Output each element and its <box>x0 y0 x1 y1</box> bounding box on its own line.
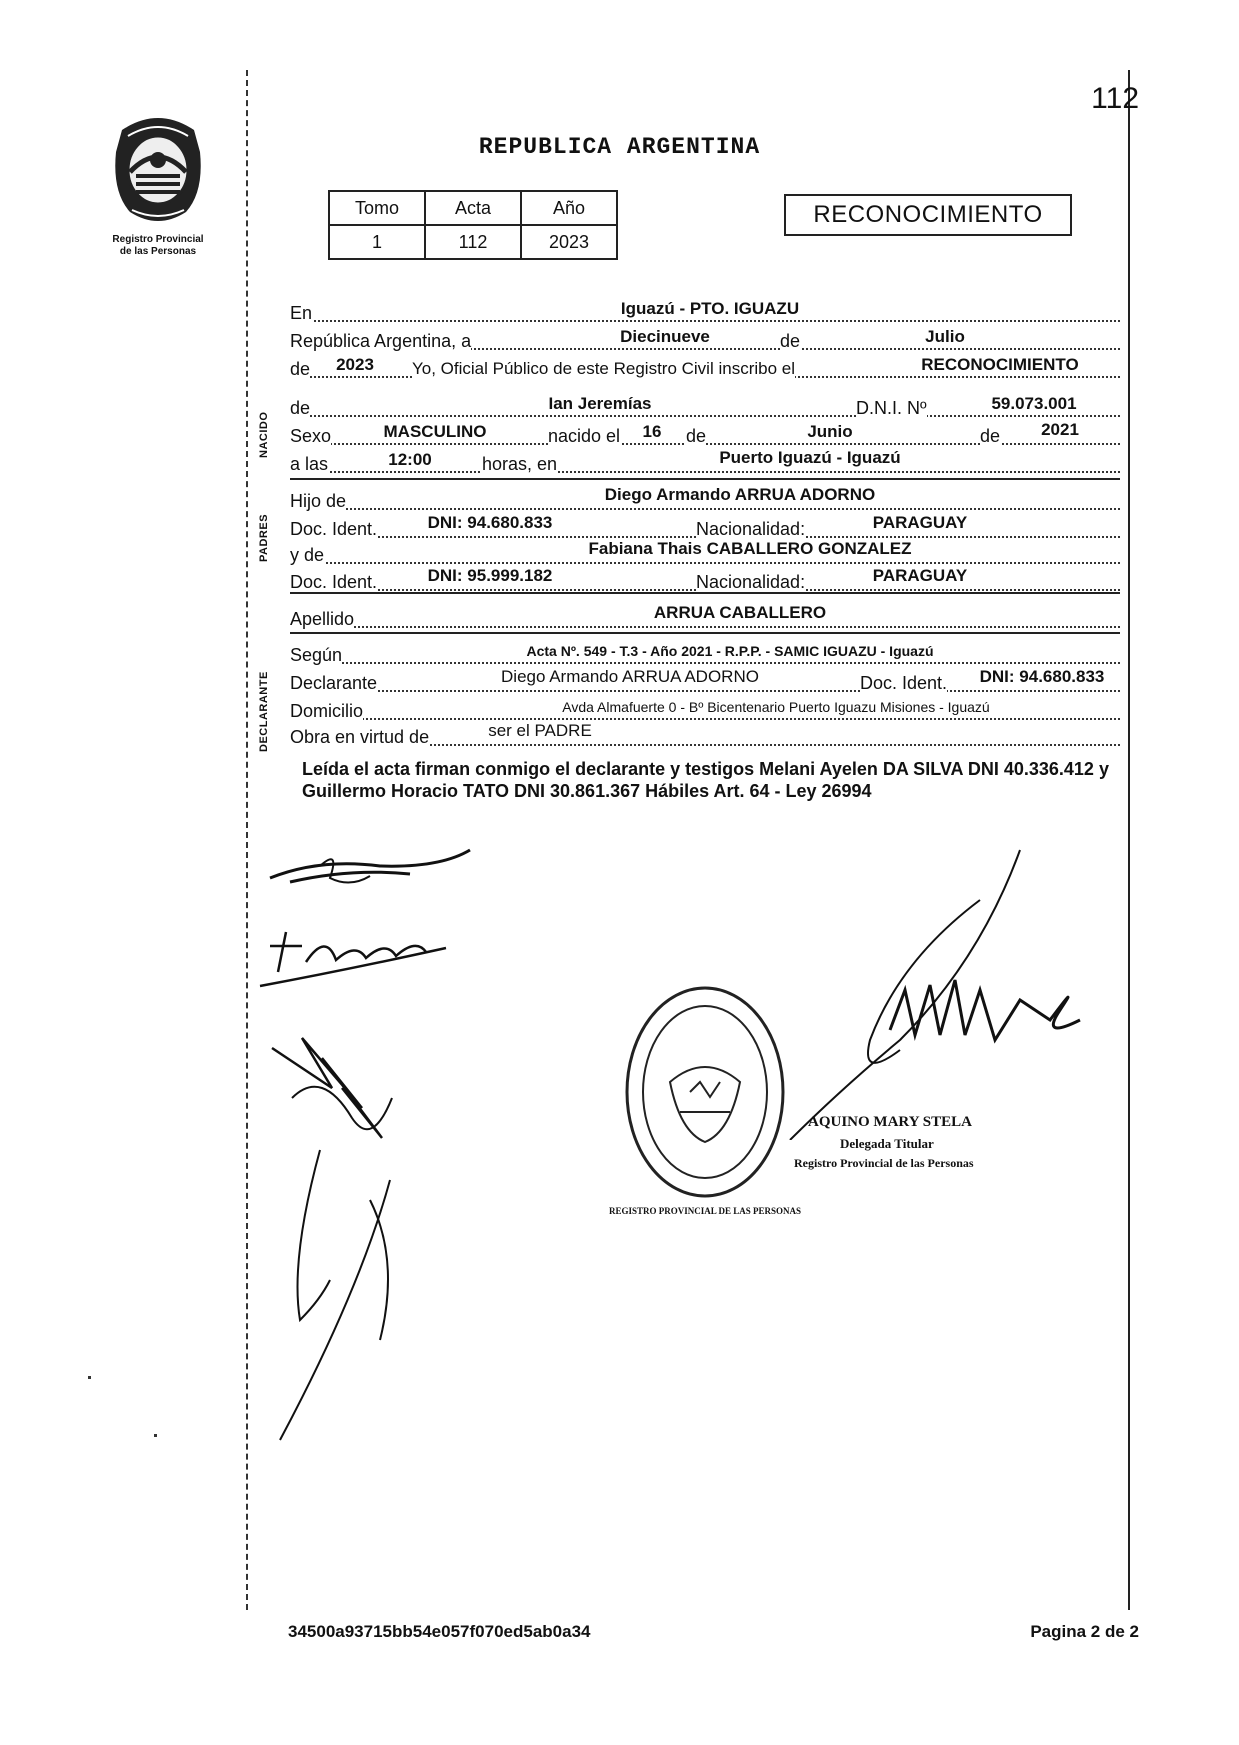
doc-ident-label: Doc. Ident. <box>290 569 377 595</box>
left-margin-line <box>246 70 248 1610</box>
sexo-value: MASCULINO <box>383 422 487 441</box>
signature-2-icon <box>256 912 456 992</box>
record-table-header: Tomo <box>329 191 425 225</box>
logo-caption <box>88 234 228 258</box>
surname-value: ARRUA CABALLERO <box>653 603 827 622</box>
mother-nationality: PARAGUAY <box>872 566 968 585</box>
birth-place: Puerto Iguazú - Iguazú <box>719 448 901 467</box>
segun-value: Acta Nº. 549 - T.3 - Año 2021 - R.P.P. - SAMIC IGUAZU - Iguazú <box>526 643 934 659</box>
record-table-value: 112 <box>425 225 521 259</box>
side-label-nacido: NACIDO <box>258 411 270 458</box>
closing-paragraph: Leída el acta firman conmigo el declarante y testigos Melani Ayelen DA SILVA DNI 40.336.412 y Guillermo Horacio TATO DNI 30.861.367 Hábiles Art. 64 - Ley 26994 <box>302 759 1109 801</box>
logo-caption-line1: Registro Provincial <box>112 234 204 245</box>
domicilio-value: Avda Almafuerte 0 - Bº Bicentenario Puerto Iguazu Misiones - Iguazú <box>562 699 990 715</box>
inscribe-value: RECONOCIMIENTO <box>921 355 1079 374</box>
document-hash: 34500a93715bb54e057f070ed5ab0a34 <box>288 1622 591 1641</box>
birth-de2-label: de <box>980 423 1000 449</box>
segun-label: Según <box>290 642 342 668</box>
official-seal-icon <box>620 982 790 1202</box>
year-prefix-label: de <box>290 356 310 382</box>
obra-label: Obra en virtud de <box>290 724 429 750</box>
official-name: AQUINO MARY STELA <box>808 1114 972 1130</box>
nacido-de-label: de <box>290 395 310 421</box>
decl-doc-label: Doc. Ident. <box>860 670 947 696</box>
record-table-value: 1 <box>329 225 425 259</box>
scan-speck <box>154 1434 157 1437</box>
declarante-label: Declarante <box>290 670 377 696</box>
birth-time: 12:00 <box>388 450 432 469</box>
nacido-el-label: nacido el <box>548 423 620 449</box>
de-label: de <box>780 328 800 354</box>
republica-label: República Argentina, a <box>290 328 471 354</box>
mother-doc: DNI: 95.999.182 <box>427 566 553 585</box>
record-table-value-row <box>329 225 617 259</box>
scan-speck <box>88 1376 91 1379</box>
right-margin-line <box>1128 70 1130 1610</box>
hijo-de-label: Hijo de <box>290 488 346 514</box>
section-divider <box>290 592 1120 594</box>
signature-1-icon <box>260 838 480 898</box>
birth-year: 2021 <box>1041 420 1079 439</box>
page-title: REPUBLICA ARGENTINA <box>478 134 761 160</box>
day-value: Diecinueve <box>620 327 710 346</box>
signature-3-icon <box>262 1028 422 1158</box>
sexo-label: Sexo <box>290 423 331 449</box>
side-label-declarante: DECLARANTE <box>258 671 270 752</box>
page-number: 112 <box>1091 82 1139 115</box>
record-table <box>328 190 618 260</box>
nacionalidad-label: Nacionalidad: <box>696 516 805 542</box>
birth-month: Junio <box>807 422 853 441</box>
dni-label: D.N.I. Nº <box>856 395 927 421</box>
birth-de-label: de <box>686 423 706 449</box>
mother-name: Fabiana Thais CABALLERO GONZALEZ <box>588 539 912 558</box>
official-signature-icon <box>780 840 1100 1140</box>
record-table-value: 2023 <box>521 225 617 259</box>
section-divider <box>290 632 1120 634</box>
y-de-label: y de <box>290 542 324 568</box>
misiones-emblem-icon <box>108 112 208 228</box>
record-table-header-row <box>329 191 617 225</box>
horas-en-label: horas, en <box>482 451 557 477</box>
month-value: Julio <box>925 327 965 346</box>
section-divider <box>290 478 1120 480</box>
yo-text: Yo, Oficial Público de este Registro Civil inscribo el <box>412 356 795 382</box>
province-logo <box>108 112 208 228</box>
page-indicator: Pagina 2 de 2 <box>1030 1622 1139 1641</box>
logo-caption-line2: de las Personas <box>119 246 197 257</box>
child-name: Ian Jeremías <box>548 394 652 413</box>
official-role: Delegada Titular <box>840 1136 934 1151</box>
nacionalidad-label: Nacionalidad: <box>696 569 805 595</box>
child-dni: 59.073.001 <box>991 394 1077 413</box>
father-nationality: PARAGUAY <box>872 513 968 532</box>
doc-ident-label: Doc. Ident. <box>290 516 377 542</box>
record-table-header: Año <box>521 191 617 225</box>
obra-value: ser el PADRE <box>488 721 592 740</box>
apellido-label: Apellido <box>290 606 354 632</box>
father-doc: DNI: 94.680.833 <box>427 513 553 532</box>
declarante-doc: DNI: 94.680.833 <box>979 667 1105 686</box>
en-label: En <box>290 300 312 326</box>
signature-4-icon <box>260 1140 440 1450</box>
side-label-padres: PADRES <box>258 513 270 562</box>
record-type-badge: RECONOCIMIENTO <box>784 194 1072 236</box>
year-value: 2023 <box>336 355 374 374</box>
domicilio-label: Domicilio <box>290 698 363 724</box>
official-office: Registro Provincial de las Personas <box>794 1156 974 1170</box>
place-value: Iguazú - PTO. IGUAZU <box>620 299 800 318</box>
seal-text: REGISTRO PROVINCIAL DE LAS PERSONAS <box>608 1206 802 1216</box>
declarante-value: Diego Armando ARRUA ADORNO <box>501 667 759 686</box>
birth-day: 16 <box>642 422 662 441</box>
father-name: Diego Armando ARRUA ADORNO <box>604 485 876 504</box>
record-table-header: Acta <box>425 191 521 225</box>
a-las-label: a las <box>290 451 328 477</box>
